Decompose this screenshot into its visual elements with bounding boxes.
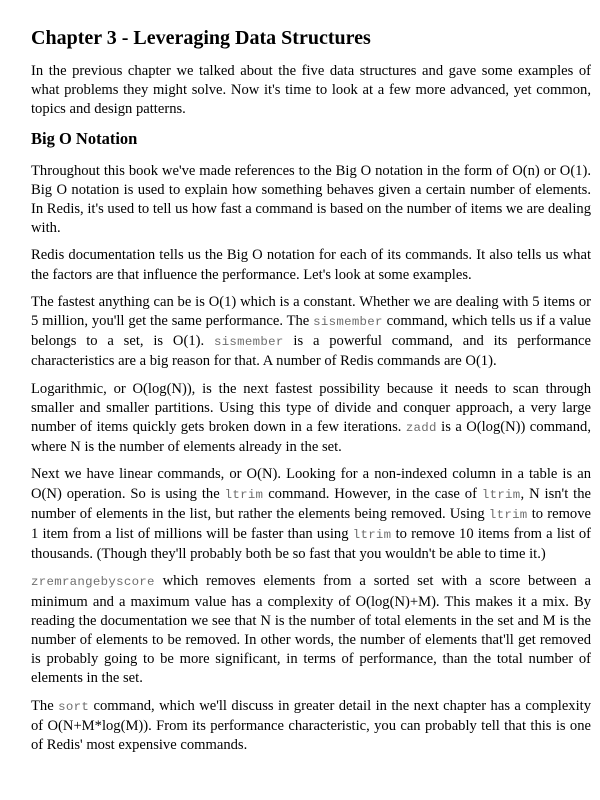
- paragraph-big-o-overview: [31, 162, 591, 239]
- text-run: The: [31, 697, 59, 714]
- code-term-sismember: sismember: [213, 335, 284, 350]
- paragraph-redis-documentation: [31, 246, 591, 284]
- paragraph-zremrangebyscore: [31, 572, 591, 688]
- text-run: The fastest anything can be is O(1) which is a constant. Whether we are dealing with 5 items or 5 million, you'll get the same performance. The: [31, 293, 591, 330]
- text-run: , N isn't the number of elements in the list, but rather the elements being removed. Using: [31, 485, 591, 522]
- code-term-ltrim: ltrim: [488, 507, 528, 522]
- code-term-zadd: zadd: [405, 421, 437, 436]
- text-run: In the previous chapter we talked about the five data structures and gave some examples of what problems they might solve. Now it's time to look at a few more advanced, yet common, topics and design patterns.: [31, 63, 591, 118]
- text-run: Next we have linear commands, or O(N). Looking for a non-indexed column in a table is an O(N) operation. So is using the: [31, 466, 591, 502]
- code-term-sort: sort: [58, 699, 90, 714]
- text-run: is a O(log(N)) command, where N is the number of elements already in the set.: [31, 419, 591, 456]
- text-run: command, which we'll discuss in greater detail in the next chapter has a complexity of O(N+M*log(M)). From its performance characteristic, you can probably tell that this is one of Redis' most expensive commands.: [31, 697, 591, 754]
- text-run: Redis documentation tells us the Big O notation for each of its commands. It also tells us what the factors are that influence the performance. Let's look at some examples.: [31, 247, 591, 283]
- code-term-ltrim: ltrim: [352, 528, 392, 543]
- text-run: to remove 10 items from a list of thousands. (Though they'll probably both be so fast that you wouldn't be able to time it.): [31, 526, 592, 563]
- text-run: Logarithmic, or O(log(N)), is the next fastest possibility because it needs to scan through smaller and smaller partitions. Using this type of divide and conquer approach, a very large number of items quickly gets broken down in a few iterations.: [31, 380, 591, 436]
- code-term-sismember: sismember: [313, 315, 383, 330]
- paragraph-sort: [31, 697, 591, 756]
- text-run: command. However, in the case of: [263, 485, 482, 502]
- text-run: to remove 1 item from a list of millions will be faster than using: [31, 505, 591, 543]
- code-term-zremrangebyscore: zremrangebyscore: [31, 575, 155, 590]
- paragraph-linear: [31, 465, 591, 564]
- chapter-title: Chapter 3 - Leveraging Data Structures: [31, 27, 371, 49]
- code-term-ltrim: ltrim: [481, 487, 521, 502]
- text-run: which removes elements from a sorted set with a score between a minimum and a maximum value has a complexity of O(log(N)+M). This makes it a mix. By reading the documentation we see that N is the number of total elements in the set and M is the number of elements to be removed. In other words, the number of elements that'll get removed is probably going to be more significant, in terms of performance, than the total number of elements in the set.: [31, 573, 591, 687]
- section-heading-big-o-notation: Big O Notation: [31, 128, 138, 148]
- text-run: is a powerful command, and its performance characteristics are a big reason for that. A number of Redis commands are O(1).: [31, 333, 591, 370]
- text-run: command, which tells us if a value belongs to a set, is O(1).: [31, 313, 591, 350]
- paragraph-constant-time: [31, 293, 591, 372]
- paragraph-intro: [31, 62, 591, 120]
- paragraph-logarithmic: [31, 380, 591, 458]
- text-run: Throughout this book we've made references to the Big O notation in the form of O(n) or O(1). Big O notation is used to explain how something behaves given a certain number of elements. In Redis, it's used to tell us how fast a command is based on the number of items we are dealing with.: [31, 162, 591, 237]
- code-term-ltrim: ltrim: [224, 487, 264, 502]
